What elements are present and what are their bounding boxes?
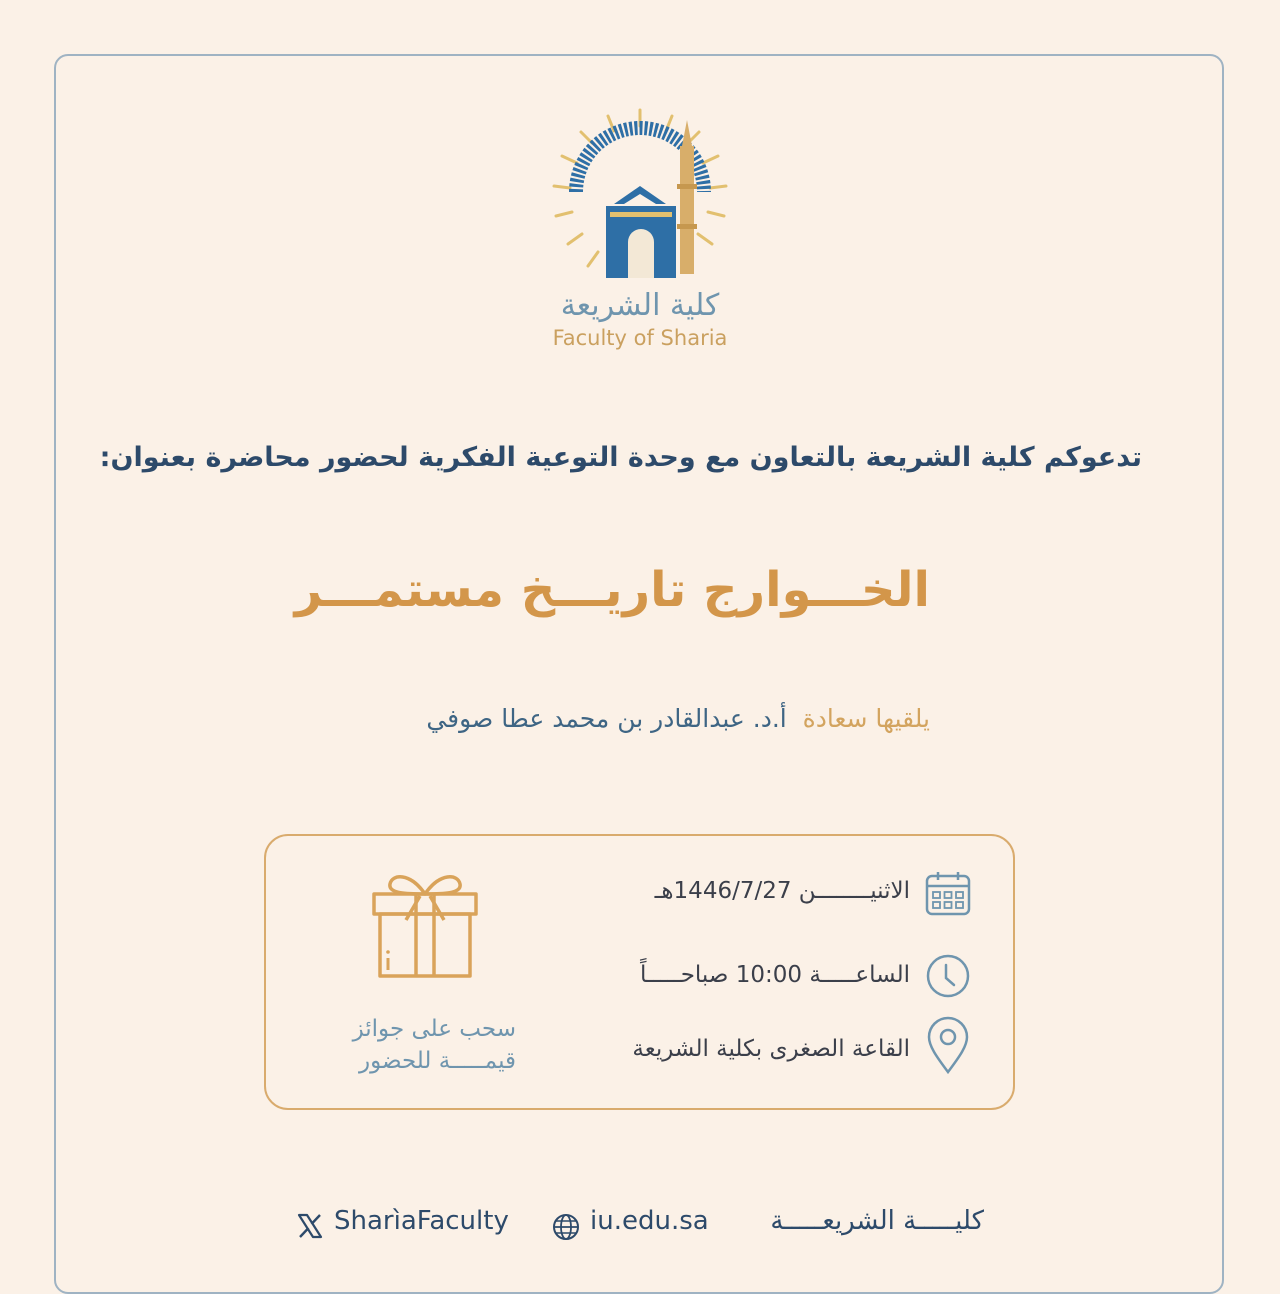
speaker-line <box>300 704 930 733</box>
calendar-icon <box>924 870 972 918</box>
faculty-name-arabic: كلية الشريعة <box>560 288 720 323</box>
event-location: القاعة الصغرى بكلية الشريعة <box>632 1036 910 1062</box>
speaker-prefix: يلقيها سعادة <box>802 704 930 733</box>
event-time: الساعـــــة 10:00 صباحـــــاً <box>640 962 910 988</box>
lecture-title: الخـــوارج تاريـــخ مستمـــر <box>294 562 930 618</box>
event-date: الاثنيــــــــن 1446/7/27هـ <box>654 878 910 904</box>
invitation-text: تدعوكم كلية الشريعة بالتعاون مع وحدة التوعية الفكرية لحضور محاضرة بعنوان: <box>99 442 1142 473</box>
faculty-name-english: Faculty of Sharia <box>552 326 728 350</box>
prize-line-1: سحب على جوائز <box>352 1016 516 1042</box>
gift-icon <box>366 868 484 986</box>
x-logo-icon <box>296 1212 324 1240</box>
clock-icon <box>924 952 972 1000</box>
prize-line-2: قيمـــــة للحضور <box>359 1048 516 1074</box>
footer-faculty-name: كليـــــة الشريعـــــة <box>770 1206 984 1236</box>
website-link[interactable]: iu.edu.sa <box>590 1206 709 1236</box>
globe-icon <box>552 1213 580 1241</box>
speaker-name: أ.د. عبدالقادر بن محمد عطا صوفي <box>426 704 787 733</box>
university-logo <box>548 106 732 290</box>
twitter-handle[interactable]: SharìaFaculty <box>334 1206 509 1236</box>
location-pin-icon <box>924 1016 972 1076</box>
